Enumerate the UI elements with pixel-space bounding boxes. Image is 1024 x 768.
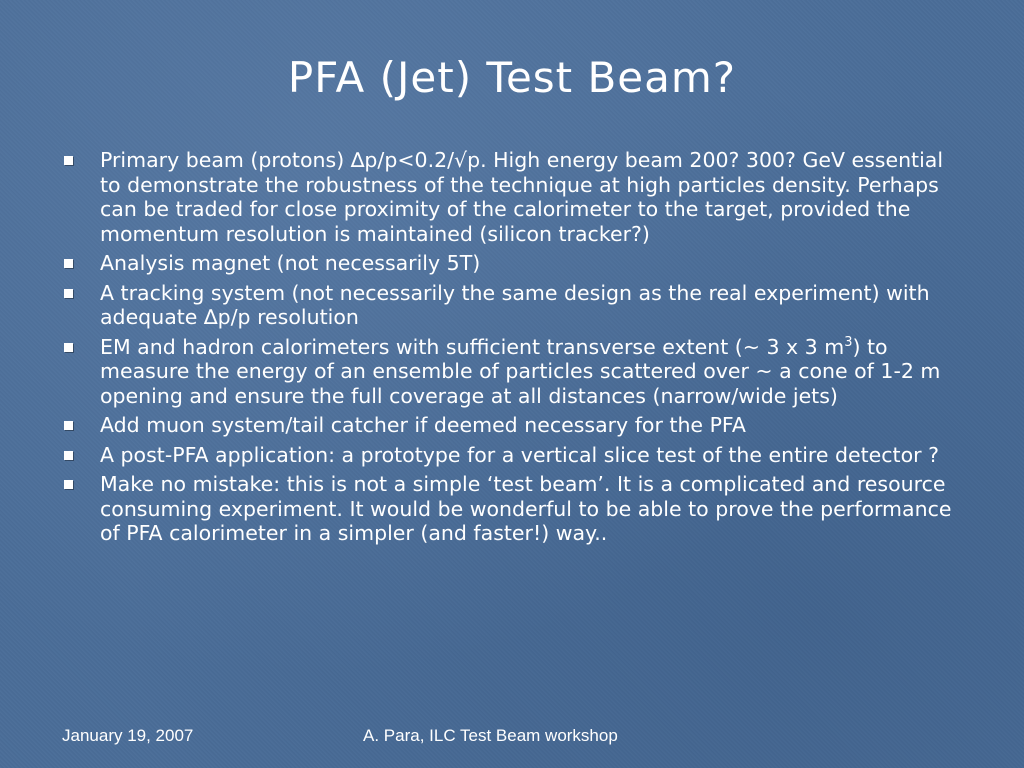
bullet-item-calorimeters	[60, 335, 970, 409]
square-bullet-icon	[64, 451, 73, 460]
square-bullet-icon	[64, 259, 73, 268]
bullet-text-part: ) to measure the energy of an ensemble of particles scattered over ~ a cone of 1-2 m opening and ensure the full coverage at all distances (narrow/wide jets)	[100, 334, 941, 408]
bullet-list	[60, 148, 970, 551]
bullet-item-post-pfa	[60, 443, 970, 468]
square-bullet-icon	[64, 421, 73, 430]
bullet-text: A tracking system (not necessarily the same design as the real experiment) with adequate ∆p/p resolution	[100, 280, 930, 329]
bullet-item-tracking-system	[60, 281, 970, 330]
bullet-text	[100, 335, 940, 408]
bullet-text-part: EM and hadron calorimeters with sufficient transverse extent (~ 3 x 3 m	[100, 334, 845, 359]
bullet-text: Primary beam (protons) ∆p/p<0.2/√p. High energy beam 200? 300? GeV essential to demonstrate the robustness of the technique at high particles density. Perhaps can be traded for close proximity of the calorimeter to the target, provided the momentum resolution is maintained (silicon tracker?)	[100, 148, 944, 246]
bullet-item-analysis-magnet	[60, 251, 970, 276]
superscript-exponent: 3	[844, 334, 853, 350]
square-bullet-icon	[64, 289, 73, 298]
bullet-item-primary-beam	[60, 148, 970, 246]
bullet-text: A post-PFA application: a prototype for a vertical slice test of the entire detector ?	[100, 442, 939, 467]
footer-credit: A. Para, ILC Test Beam workshop	[363, 726, 618, 745]
square-bullet-icon	[64, 480, 73, 489]
slide-title: PFA (Jet) Test Beam?	[287, 53, 737, 102]
footer-date: January 19, 2007	[62, 726, 194, 745]
bullet-text: Analysis magnet (not necessarily 5T)	[100, 251, 481, 275]
bullet-item-no-mistake	[60, 472, 970, 546]
bullet-text: Make no mistake: this is not a simple ‘test beam’. It is a complicated and resource consuming experiment. It would be wonderful to be able to prove the performance of PFA calorimeter in a simpler (and faster!) way..	[100, 472, 952, 545]
bullet-text: Add muon system/tail catcher if deemed necessary for the PFA	[100, 413, 746, 437]
square-bullet-icon	[64, 156, 73, 165]
square-bullet-icon	[64, 343, 73, 352]
bullet-item-muon-system	[60, 413, 970, 438]
